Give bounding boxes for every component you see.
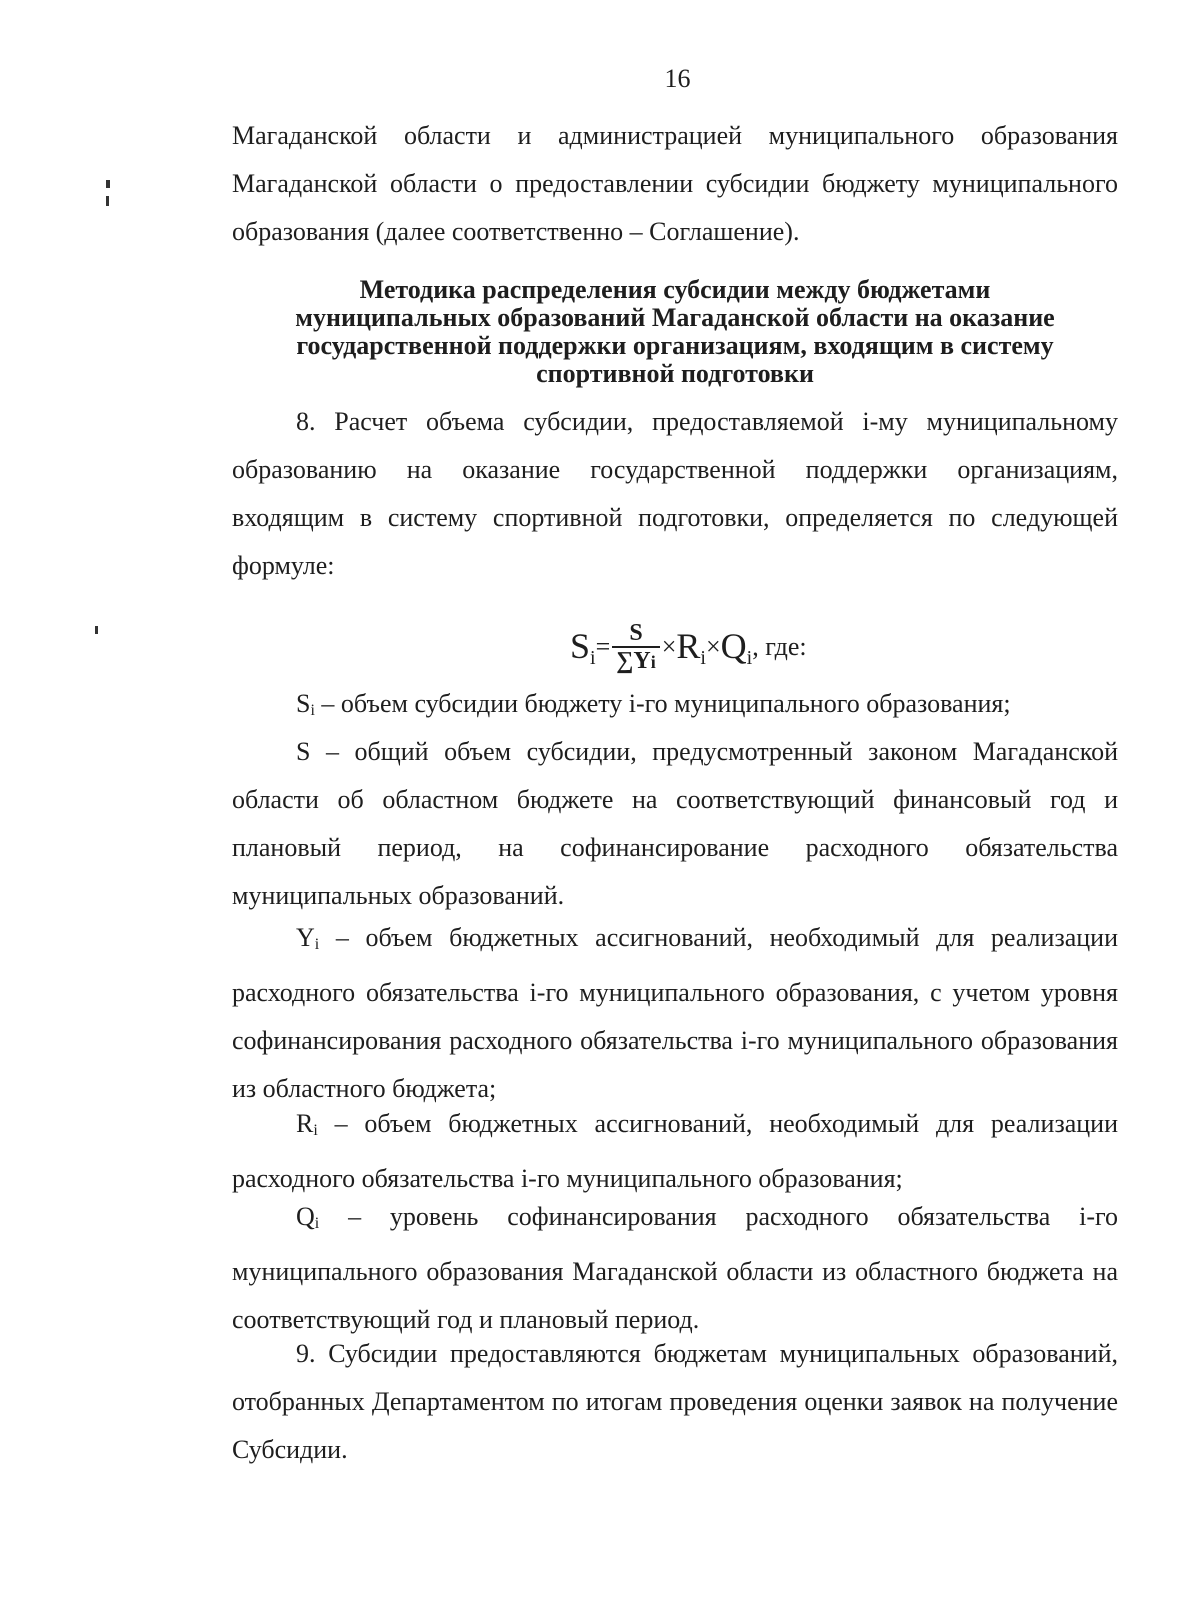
formula-lhs: $S_i$: [570, 625, 596, 669]
scan-speck: [106, 180, 110, 188]
definition-yi: $Y_i$ – объем бюджетных ассигнований, необходимый для реализации расходного обязательства i-го муниципального образования, с учетом уровня софинансирования расходного обязательства i-го муниципального образования из областного бюджета;: [232, 923, 1118, 1103]
definition-s: S – общий объем субсидии, предусмотренный законом Магаданской области об областном бюджете на соответствующий финансовый год и плановый период, на софинансирование расходного обязательства муниципальных образований.: [232, 737, 1118, 910]
formula-suffix: , где:: [752, 632, 807, 661]
heading-line: государственной поддержки организациям, входящим в систему: [296, 331, 1054, 360]
formula-times: ×: [705, 632, 721, 661]
paragraph-9: 9. Субсидии предоставляются бюджетам муниципальных образований, отобранных Департаментом по итогам проведения оценки заявок на получение Субсидии.: [232, 1339, 1118, 1464]
subsidy-formula: [570, 612, 807, 682]
heading-line: Методика распределения субсидии между бюджетами: [359, 275, 991, 304]
formula-q: $Q_i$: [720, 625, 753, 669]
formula-r: $R_i$: [676, 625, 706, 669]
heading-line: муниципальных образований Магаданской области на оказание: [295, 303, 1055, 332]
formula-equals: =: [595, 632, 611, 661]
formula-times: ×: [661, 632, 677, 661]
fraction-numerator: S: [629, 619, 643, 646]
formula-fraction: [612, 620, 659, 675]
scan-speck: [106, 196, 109, 206]
scan-speck: [95, 626, 98, 634]
paragraph-8: 8. Расчет объема субсидии, предоставляемой i-му муниципальному образованию на оказание государственной поддержки организациям, входящим в систему спортивной подготовки, определяется по следующей формуле:: [232, 407, 1118, 580]
definition-ri: $R_i$ – объем бюджетных ассигнований, необходимый для реализации расходного обязательства i-го муниципального образования;: [232, 1109, 1118, 1193]
definition-qi: $Q_i$ – уровень софинансирования расходного обязательства i-го муниципального образования Магаданской области из областного бюджета на соответствующий год и плановый период.: [232, 1202, 1118, 1334]
section-heading: [232, 276, 1118, 388]
intro-paragraph: Магаданской области и администрацией муниципального образования Магаданской области о предоставлении субсидии бюджету муниципального образования (далее соответственно – Соглашение).: [232, 121, 1118, 246]
heading-line: спортивной подготовки: [536, 359, 814, 388]
definition-si: $S_i$ – объем субсидии бюджету i-го муниципального образования;: [296, 689, 1011, 719]
fraction-denominator: ∑Yi: [612, 646, 659, 675]
page-number: 16: [664, 64, 691, 93]
